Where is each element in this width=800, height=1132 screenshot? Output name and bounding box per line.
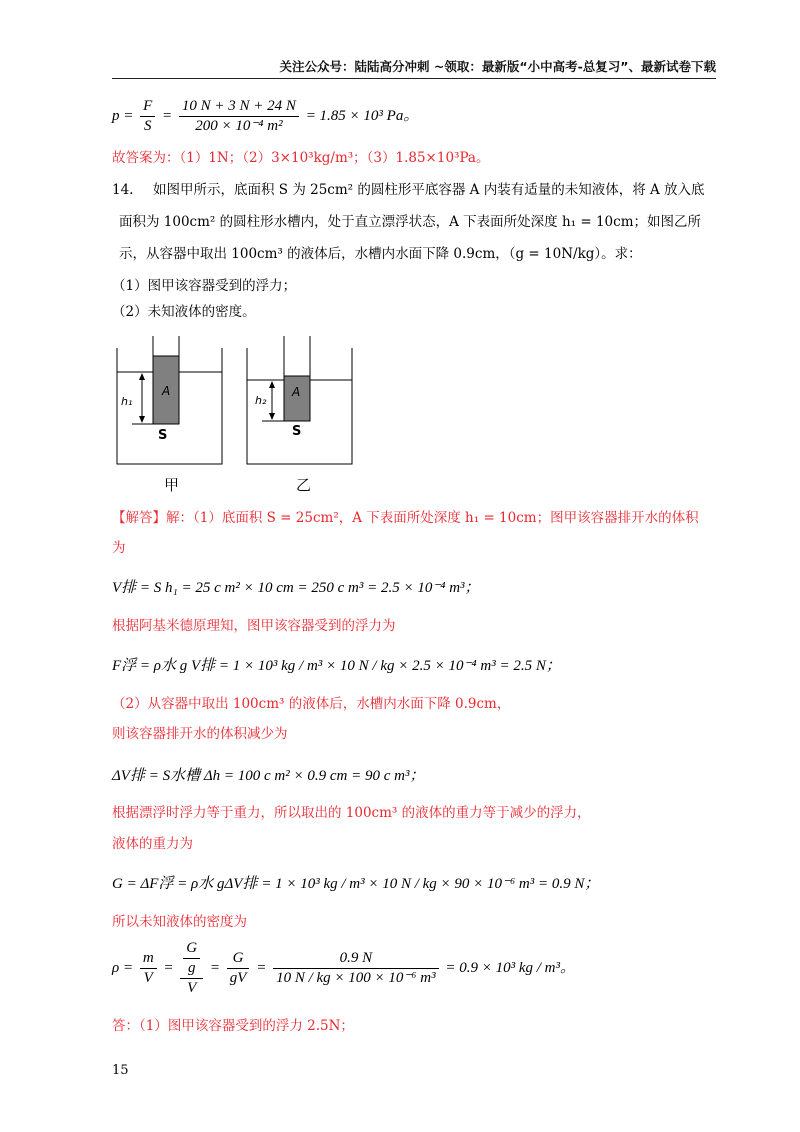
- label-a-right: A: [292, 385, 301, 399]
- delta-volume-equation: ΔV排 = S水槽 Δh = 100 c m² × 0.9 cm = 90 c m³；: [112, 768, 425, 784]
- text-density: 所以未知液体的密度为: [112, 914, 247, 930]
- volume-equation: V排 = S h₁ = 25 c m² × 10 cm = 250 c m³ = 2.5 × 10⁻⁴ m³；: [112, 580, 480, 596]
- text-reduce: 则该容器排开水的体积减少为: [112, 726, 288, 742]
- question-part-2: （2）未知液体的密度。: [112, 304, 256, 320]
- answer-1: 答：（1）图甲该容器受到的浮力 2.5N；: [112, 1018, 354, 1034]
- question-part-1: （1）图甲该容器受到的浮力；: [112, 278, 297, 294]
- question-number: 14.: [112, 182, 134, 198]
- label-s-left: S: [158, 428, 168, 443]
- page-number: 15: [112, 1063, 129, 1078]
- text-weight: 液体的重力为: [112, 836, 193, 852]
- solution-intro-2: 为: [112, 540, 126, 556]
- weight-equation: G = ΔF浮 = ρ水 gΔV排 = 1 × 10³ kg / m³ × 10 N / kg × 90 × 10⁻⁶ m³ = 0.9 N；: [112, 876, 600, 892]
- label-h2: h₂: [255, 394, 267, 407]
- label-a-left: A: [162, 384, 171, 398]
- density-equation: ρ = $\frac{m}{V}$ = $\frac{\frac{G}{g}}{V}$ = $\frac{G}{gV}$ = $\frac{0.9 N}{\text{10 N / kg × 100 × 10⁻⁶ m³}}$ = 0.9 × 10³ kg / m³。: [112, 940, 576, 996]
- solution-intro-1: 【解答】解：（1）底面积 S = 25cm²，A 下表面所处深度 h₁ = 10cm；图甲该容器排开水的体积: [112, 510, 699, 526]
- label-h1: h₁: [121, 395, 133, 408]
- label-s-right: S: [292, 424, 302, 439]
- buoyancy-equation: F浮 = ρ水 g V排 = 1 × 10³ kg / m³ × 10 N / kg × 2.5 × 10⁻⁴ m³ = 2.5 N；: [112, 658, 561, 674]
- caption-left: 甲: [164, 476, 180, 494]
- question-line-2: 面积为 100cm² 的圆柱形水槽内，处于直立漂浮状态，A 下表面所处深度 h₁ = 10cm；如图乙所: [119, 214, 701, 230]
- figure-left: [117, 336, 222, 464]
- header-rule: [112, 78, 716, 79]
- prev-answer: 故答案为：（1）1N；（2）3×10³kg/m³；（3）1.85×10³Pa。: [112, 150, 490, 166]
- page-header: 关注公众号：陆陆高分冲刺 ~领取：最新版“小中高考-总复习”、最新试卷下载: [279, 59, 716, 74]
- figures-diagram: [112, 336, 362, 496]
- text-part2: （2）从容器中取出 100cm³ 的液体后，水槽内水面下降 0.9cm，: [112, 696, 511, 712]
- text-archimedes: 根据阿基米德原理知，图甲该容器受到的浮力为: [112, 618, 396, 634]
- question-line-1: 如图甲所示，底面积 S 为 25cm² 的圆柱形平底容器 A 内装有适量的未知液体，将 A 放入底: [153, 182, 705, 198]
- question-line-3: 示，从容器中取出 100cm³ 的液体后，水槽内水面下降 0.9cm，（g = 10N/kg）。求：: [119, 246, 642, 262]
- text-float: 根据漂浮时浮力等于重力，所以取出的 100cm³ 的液体的重力等于减少的浮力，: [112, 805, 591, 821]
- caption-right: 乙: [296, 476, 312, 494]
- pressure-equation: p = $\frac{F}{S}$ = $\frac{10 N + 3 N + 24 N}{\text{200 × 10⁻⁴ m²}}$ = 1.85 × 10³ Pa。: [112, 98, 419, 134]
